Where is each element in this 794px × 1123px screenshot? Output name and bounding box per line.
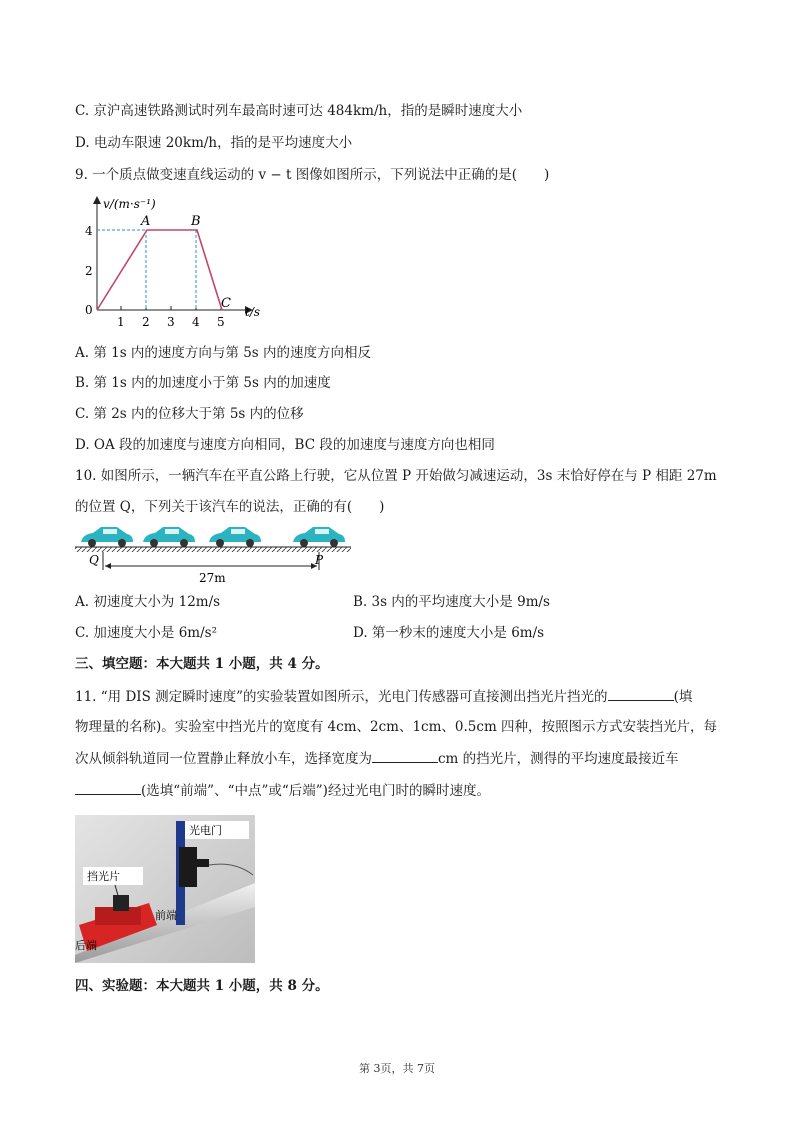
road-hatch [75,547,351,552]
q8-option-d: D. 电动车限速 20km/h，指的是平均速度大小 [75,135,353,151]
q9-option-d: D. OA 段的加速度与速度方向相同，BC 段的加速度与速度方向也相同 [75,437,495,453]
car-icon [143,527,195,547]
q-label: Q [89,553,99,567]
section-3-heading: 三、填空题：本大题共 1 小题，共 4 分。 [75,656,329,672]
front-label: 前端 [155,909,177,922]
flag [113,895,129,911]
flag-label: 挡光片 [87,870,120,883]
x-tick-4: 4 [192,315,200,329]
q10-option-c: C. 加速度大小是 6m/s² [75,625,218,641]
y-axis-label: v/(m·s⁻¹) [103,197,156,211]
answer-blank-3[interactable] [75,780,141,795]
q10-stem-line1: 10. 如图所示，一辆汽车在平直公路上行驶，它从位置 P 开始做匀减速运动，3s 末恰好停在与 P 相距 27m [75,468,717,484]
q9-stem: 9. 一个质点做变速直线运动的 v − t 图像如图所示，下列说法中正确的是( ) [75,167,550,183]
q10-option-b: B. 3s 内的平均速度大小是 9m/s [353,594,550,610]
answer-blank-1[interactable] [608,686,674,701]
q11-line3-text: 次从倾斜轨道同一位置静止释放小车，选择宽度为 [75,751,372,767]
section-4-heading: 四、实验题：本大题共 1 小题，共 8 分。 [75,978,329,994]
q11-line1 [75,686,692,707]
vt-series-line [97,230,222,310]
q11-line4-text: (选填“前端”、“中点”或“后端”)经过光电门时的瞬时速度。 [141,783,490,799]
distance-label: 27m [199,571,226,585]
q10-stem-line2: 的位置 Q，下列关于该汽车的说法，正确的有( ) [75,499,385,515]
rear-label: 后端 [75,939,97,952]
y-axis-arrow [93,196,101,204]
point-b-label: B [191,214,201,229]
origin-label: 0 [85,303,93,317]
q10-road-figure [75,524,355,586]
point-a-label: A [141,214,151,229]
photogate-label: 光电门 [189,824,222,837]
q9-vt-graph [75,190,275,330]
q11-line1-text: 11. “用 DIS 测定瞬时速度”的实验装置如图所示，光电门传感器可直接测出挡光片挡光的 [75,689,608,705]
x-tick-1: 1 [117,315,125,329]
q10-option-a: A. 初速度大小为 12m/s [75,594,221,610]
p-label: P [315,553,324,567]
y-tick-4: 4 [85,224,93,238]
x-tick-5: 5 [217,315,225,329]
page-footer: 第 3页，共 7页 [359,1062,435,1075]
y-tick-2: 2 [85,264,93,278]
x-tick-3: 3 [167,315,175,329]
car-icon [293,527,345,547]
point-c-label: C [221,296,231,311]
car-icon [209,527,261,547]
q11-line1-tail: (填 [673,689,693,705]
x-tick-2: 2 [142,315,150,329]
q9-option-c: C. 第 2s 内的位移大于第 5s 内的位移 [75,406,304,422]
photogate-head [179,847,197,887]
q9-option-b: B. 第 1s 内的加速度小于第 5s 内的加速度 [75,375,331,391]
q11-line4 [75,780,490,801]
q11-line3-tail: cm 的挡光片，测得的平均速度最接近车 [438,751,679,767]
x-ticks [121,306,221,310]
q9-option-a: A. 第 1s 内的速度方向与第 5s 内的速度方向相反 [75,345,372,361]
dis-apparatus-photo [75,815,255,963]
q10-option-d: D. 第一秒末的速度大小是 6m/s [353,625,545,641]
q11-line3 [75,748,679,769]
x-axis-label: t/s [245,305,261,319]
car-icon [81,527,133,547]
answer-blank-2[interactable] [372,748,438,763]
q8-option-c: C. 京沪高速铁路测试时列车最高时速可达 484km/h，指的是瞬时速度大小 [75,103,523,119]
q11-line2: 物理量的名称)。实验室中挡光片的宽度有 4cm、2cm、1cm、0.5cm 四种，按照图示方式安装挡光片，每 [75,719,718,735]
